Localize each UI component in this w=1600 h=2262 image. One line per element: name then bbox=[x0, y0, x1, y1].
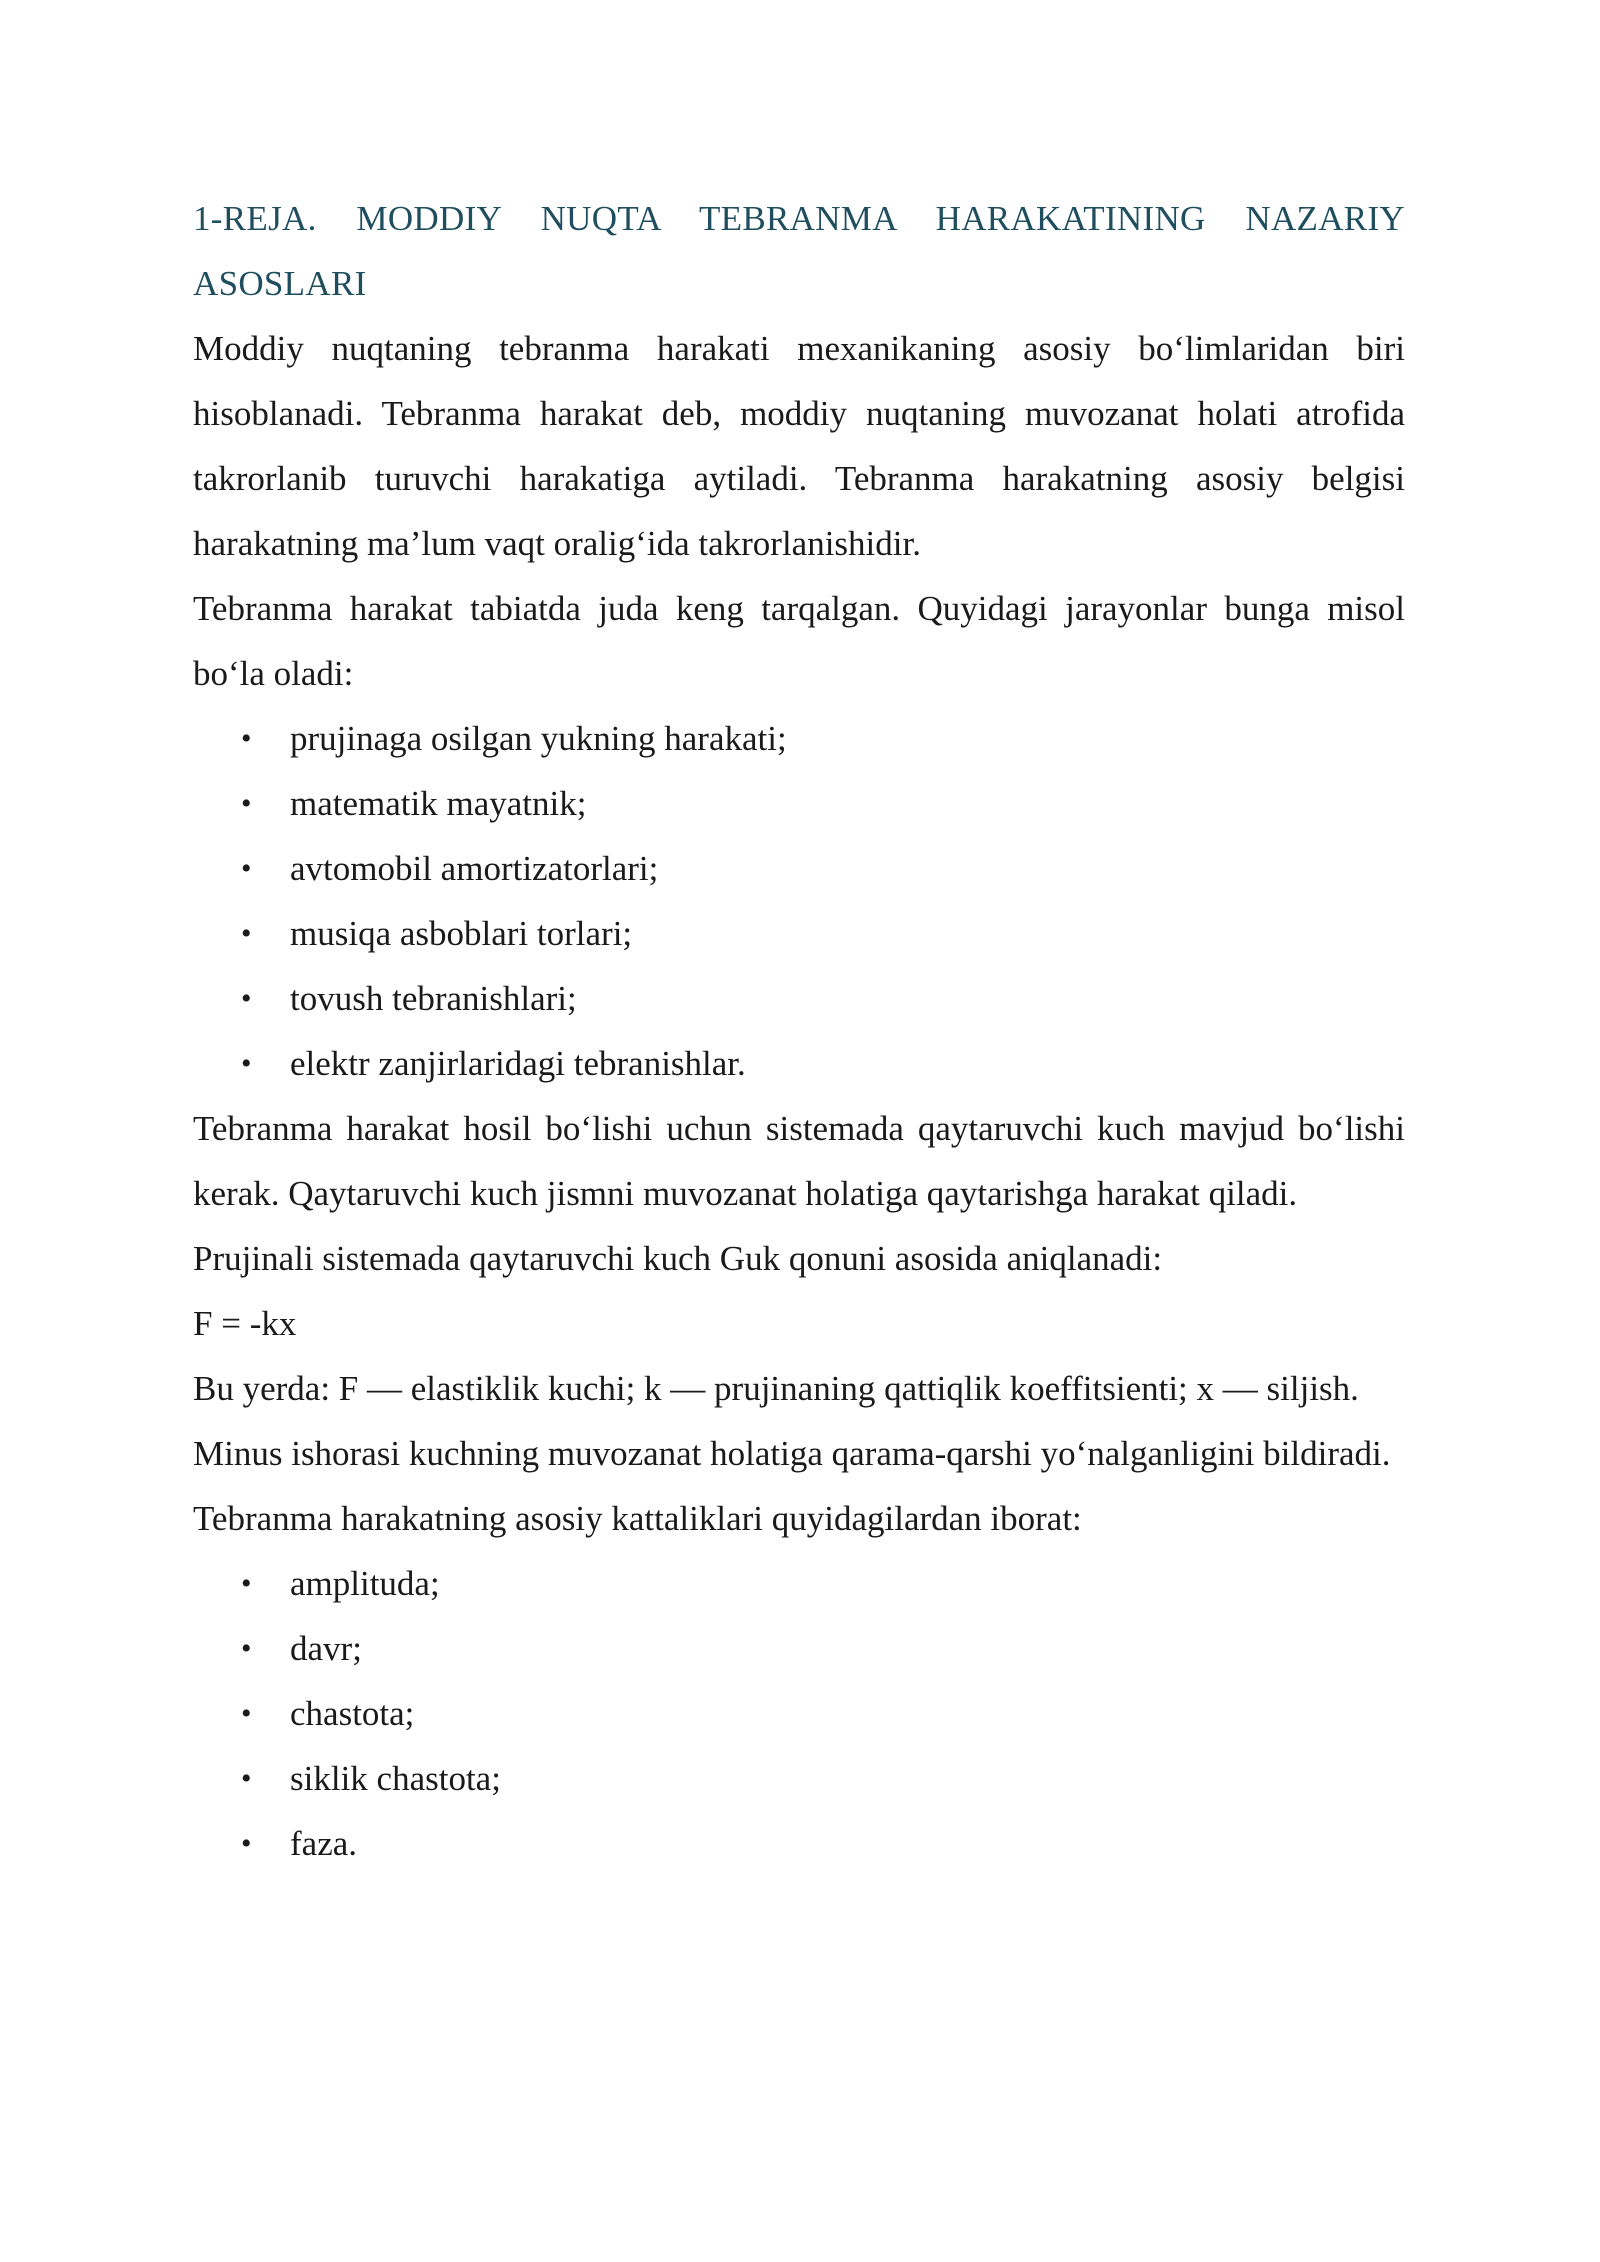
paragraph-hooke-intro: Prujinali sistemada qaytaruvchi kuch Guk qonuni asosida aniqlanadi: bbox=[193, 1239, 1163, 1278]
section-heading: 1-REJA. MODDIY NUQTA TEBRANMA HARAKATINING NAZARIY ASOSLARI bbox=[193, 199, 1405, 303]
list-item: • matematik mayatnik; bbox=[193, 771, 1405, 836]
bullet-icon: • bbox=[241, 982, 252, 1015]
list-item: • tovush tebranishlari; bbox=[193, 966, 1405, 1031]
paragraph-definition: Moddiy nuqtaning tebranma harakati mexanikaning asosiy bo‘limlaridan biri hisoblanadi. Tebranma harakat deb, moddiy nuqtaning muvozanat holati atrofida takrorlanib turuvchi harakatiga aytiladi. Tebranma harakatning asosiy belgisi harakatning ma’lum vaqt oralig‘ida takrorlanishidir. bbox=[193, 329, 1405, 563]
paragraph-examples-intro: Tebranma harakat tabiatda juda keng tarqalgan. Quyidagi jarayonlar bunga misol bo‘la oladi: bbox=[193, 589, 1405, 693]
document-page bbox=[193, 186, 1405, 1876]
list-item: • elektr zanjirlaridagi tebranishlar. bbox=[193, 1031, 1405, 1096]
bullet-icon: • bbox=[241, 787, 252, 820]
list-item: • chastota; bbox=[193, 1681, 1405, 1746]
bullet-icon: • bbox=[241, 1697, 252, 1730]
list-item: • avtomobil amortizatorlari; bbox=[193, 836, 1405, 901]
bullet-icon: • bbox=[241, 722, 252, 755]
list-item: • faza. bbox=[193, 1811, 1405, 1876]
list-item: • siklik chastota; bbox=[193, 1746, 1405, 1811]
paragraph-quantities-intro: Tebranma harakatning asosiy kattaliklari quyidagilardan iborat: bbox=[193, 1499, 1082, 1538]
bullet-icon: • bbox=[241, 1827, 252, 1860]
list-item: • davr; bbox=[193, 1616, 1405, 1681]
paragraph-minus-sign: Minus ishorasi kuchning muvozanat holatiga qarama-qarshi yo‘nalganligini bildiradi. bbox=[193, 1434, 1391, 1473]
bullet-icon: • bbox=[241, 1632, 252, 1665]
paragraph-formula-legend: Bu yerda: F — elastiklik kuchi; k — prujinaning qattiqlik koeffitsienti; x — siljish. bbox=[193, 1369, 1359, 1408]
bullet-icon: • bbox=[241, 917, 252, 950]
examples-list bbox=[193, 706, 1405, 1096]
list-item: • amplituda; bbox=[193, 1551, 1405, 1616]
list-item: • prujinaga osilgan yukning harakati; bbox=[193, 706, 1405, 771]
bullet-icon: • bbox=[241, 852, 252, 885]
bullet-icon: • bbox=[241, 1762, 252, 1795]
bullet-icon: • bbox=[241, 1567, 252, 1600]
paragraph-restoring-force: Tebranma harakat hosil bo‘lishi uchun sistemada qaytaruvchi kuch mavjud bo‘lishi kerak. Qaytaruvchi kuch jismni muvozanat holatiga qaytarishga harakat qiladi. bbox=[193, 1109, 1405, 1213]
formula-hooke: F = -kx bbox=[193, 1304, 297, 1343]
list-item: • musiqa asboblari torlari; bbox=[193, 901, 1405, 966]
bullet-icon: • bbox=[241, 1047, 252, 1080]
quantities-list bbox=[193, 1551, 1405, 1876]
